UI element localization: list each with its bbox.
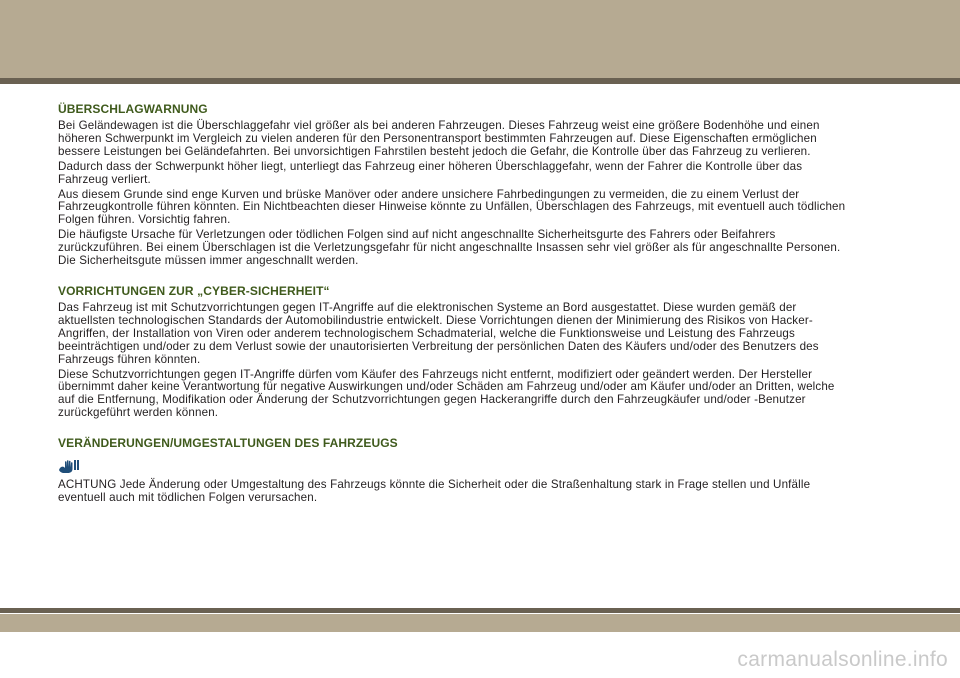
paragraph: Dadurch dass der Schwerpunkt höher liegt, unterliegt das Fahrzeug einer höheren Überschlaggefahr, wenn der Fahrer die Kontrolle über das Fahrzeug verliert.: [58, 159, 803, 186]
paragraph: Die häufigste Ursache für Verletzungen oder tödlichen Folgen sind auf nicht angeschnallte Sicherheitsgurte des Fahrers oder Beifahrers zurückzuführen. Bei einem Überschlagen ist die Verletzungsgefahr für nicht angeschnallte Insassen sehr viel größer als für angeschnallte Personen. Die Sicherheitsgute müssen immer angeschnallt werden.: [58, 228, 841, 268]
paragraph: Aus diesem Grunde sind enge Kurven und brüske Manöver oder andere unsichere Fahrbedingungen zu vermeiden, die zu einem Verlust der Fahrzeugkontrolle führen könnten. Ein Nichtbeachten dieser Hinweise könnte zu Unfällen, Überschlagen des Fahrzeugs, mit eventuell auch tödlichen Folgen führen. Vorsichtig fahren.: [58, 187, 846, 227]
page-content: [58, 102, 848, 521]
section-vehicle-modifications: [58, 436, 848, 505]
section-heading: VERÄNDERUNGEN/UMGESTALTUNGEN DES FAHRZEUGS: [58, 436, 398, 451]
section-rollover-warning: [58, 102, 848, 268]
section-cyber-security: [58, 284, 848, 420]
section-heading: ÜBERSCHLAGWARNUNG: [58, 102, 208, 116]
paragraph: Diese Schutzvorrichtungen gegen IT-Angriffe dürfen vom Käufer des Fahrzeugs nicht entfernt, modifiziert oder geändert werden. Der Hersteller übernimmt daher keine Verantwortung für negative Auswirkungen und/oder Schäden am Fahrzeug und/oder am Käufer und/oder an Dritten, welche auf die Entfernung, Modifikation oder Änderung der Schutzvorrichtungen gegen Hackerangriffe durch den Fahrzeugkäufer und/oder -Benutzer zurückgeführt werden können.: [58, 367, 835, 420]
footer-rule: [0, 608, 960, 613]
section-heading: VORRICHTUNGEN ZUR „CYBER-SICHERHEIT“: [58, 283, 330, 298]
header-rule: [0, 78, 960, 84]
paragraph: Bei Geländewagen ist die Überschlaggefahr viel größer als bei anderen Fahrzeugen. Dieses Fahrzeug weist eine größere Bodenhöhe und einen höheren Schwerpunkt im Vergleich zu vielen anderen für den Personentransport bestimmten Fahrzeugen auf. Diese Eigenschaften ermöglichen bessere Leistungen bei Geländefahrten. Bei unvorsichtigen Fahrstilen besteht jedoch die Gefahr, die Kontrolle über das Fahrzeug zu verlieren.: [58, 119, 820, 158]
header-band: [0, 0, 960, 78]
watermark: carmanualsonline.info: [737, 648, 948, 671]
paragraph: ACHTUNG Jede Änderung oder Umgestaltung des Fahrzeugs könnte die Sicherheit oder die Straßenhaltung stark in Frage stellen und Unfälle eventuell auch mit tödlichen Folgen verursachen.: [58, 478, 811, 505]
footer-band: [0, 614, 960, 632]
warning-hand-icon: [58, 458, 80, 474]
paragraph: Das Fahrzeug ist mit Schutzvorrichtungen gegen IT-Angriffe auf die elektronischen Systeme an Bord ausgestattet. Diese wurden gemäß der aktuellsten technologischen Standards der Automobilindustrie entwickelt. Diese Vorrichtungen dienen der Minimierung des Risikos von Hacker-Angriffen, der Installation von Viren oder anderem technologischem Schadmaterial, welche die Funktionsweise und Leistung des Fahrzeugs beeinträchtigen und/oder zu dem Verlust sowie der unautorisierten Verbreitung der persönlichen Daten des Käufers und/oder des Benutzers des Fahrzeugs führen könnten.: [58, 300, 819, 366]
